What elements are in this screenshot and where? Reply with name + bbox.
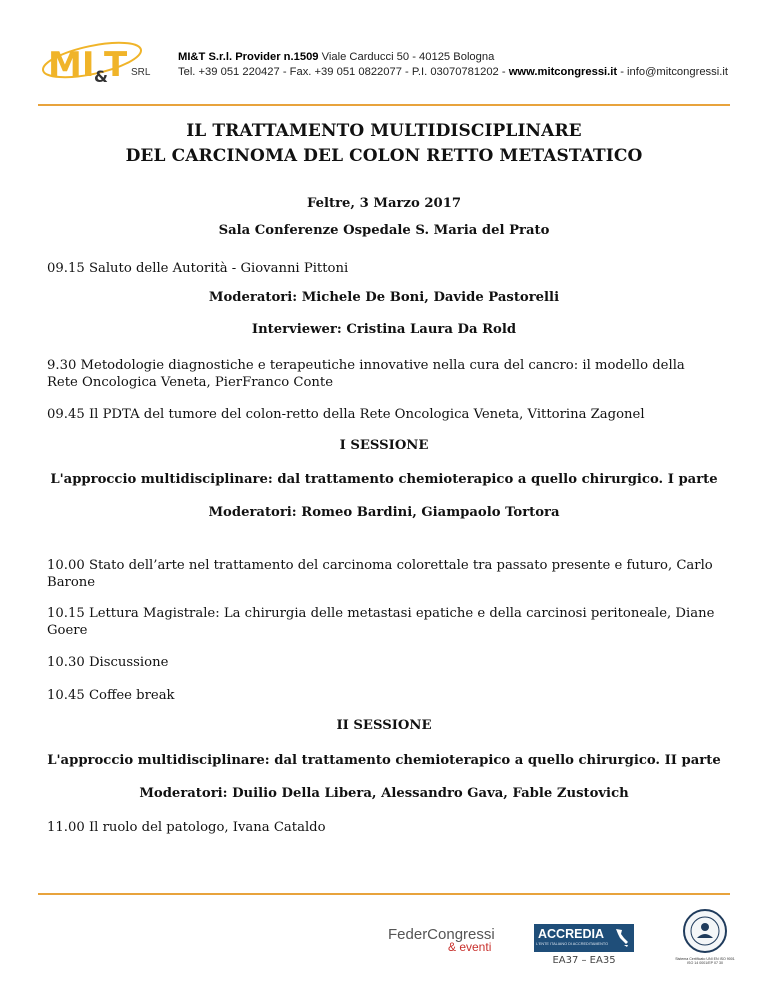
federcongressi-main: FederCongressi (388, 926, 495, 943)
accredia-subtitle: L'ENTE ITALIANO DI ACCREDITAMENTO (536, 942, 608, 946)
moderators: Moderatori: Romeo Bardini, Giampaolo Tortora (208, 505, 560, 520)
phone-fax-vat: Tel. +39 051 220427 - Fax. +39 051 0822077 - P.I. 03070781202 - (178, 66, 509, 78)
document-title-line1: IL TRATTAMENTO MULTIDISCIPLINARE (186, 121, 582, 141)
program-item: 10.30 Discussione (47, 655, 169, 670)
program-item: 9.30 Metodologie diagnostiche e terapeutiche innovative nella cura del cancro: il modello della Rete Oncologica Veneta, PierFranco Conte (47, 358, 685, 390)
session-title: L'approccio multidisciplinare: dal trattamento chemioterapico a quello chirurgico. II parte (47, 753, 721, 768)
header-divider (38, 104, 730, 106)
program-item: 10.00 Stato dell’arte nel trattamento del carcinoma colorettale tra passato presente e futuro, Carlo Barone (47, 558, 713, 590)
program-item: 11.00 Il ruolo del patologo, Ivana Cataldo (47, 820, 326, 835)
italy-map-icon (610, 927, 632, 949)
program-item: 09.15 Saluto delle Autorità - Giovanni Pittoni (47, 261, 349, 276)
session-title: L'approccio multidisciplinare: dal trattamento chemioterapico a quello chirurgico. I parte (50, 472, 718, 487)
event-date: Feltre, 3 Marzo 2017 (306, 196, 462, 211)
program-item: 10.15 Lettura Magistrale: La chirurgia delle metastasi epatiche e della carcinosi peritoneale, Diane Goere (47, 606, 715, 638)
address-text: Viale Carducci 50 - 40125 Bologna (318, 51, 495, 63)
footer-divider (38, 893, 730, 895)
provider-name: MI&T S.r.l. Provider n.1509 (178, 51, 319, 63)
header-address (178, 51, 494, 63)
website-link[interactable]: www.mitcongressi.it (508, 66, 618, 78)
svg-text:&: & (94, 67, 108, 86)
program-item: 10.45 Coffee break (47, 688, 175, 703)
header-contacts (178, 66, 728, 78)
document-title-line2: DEL CARCINOMA DEL COLON RETTO METASTATICO (125, 146, 643, 166)
mit-logo (40, 30, 165, 92)
svg-text:T: T (104, 45, 128, 85)
certification-seal-icon (682, 908, 728, 954)
moderators: Moderatori: Duilio Della Libera, Alessandro Gava, Fable Zustovich (139, 786, 629, 801)
federcongressi-sub: & eventi (448, 940, 492, 954)
session-heading: II SESSIONE (336, 718, 432, 733)
accredia-name: ACCREDIA (538, 927, 604, 941)
accredia-logo (534, 924, 634, 952)
moderators: Moderatori: Michele De Boni, Davide Pastorelli (208, 290, 560, 305)
email-text: - info@mitcongressi.it (617, 66, 728, 78)
program-item: 09.45 Il PDTA del tumore del colon-retto della Rete Oncologica Veneta, Vittorina Zagonel (47, 407, 645, 422)
svg-text:SRL: SRL (131, 67, 151, 78)
session-heading: I SESSIONE (339, 438, 429, 453)
event-venue: Sala Conferenze Ospedale S. Maria del Prato (218, 223, 550, 238)
federcongressi-logo (388, 926, 510, 954)
svg-text:MI: MI (48, 45, 95, 85)
interviewer: Interviewer: Cristina Laura Da Rold (251, 322, 517, 337)
seal-caption: Sistema Certificato UNI EN ISO 9001 ISO 14 0001/EP 07 30 (675, 957, 735, 966)
ea-codes: EA37 – EA35 (552, 955, 616, 966)
